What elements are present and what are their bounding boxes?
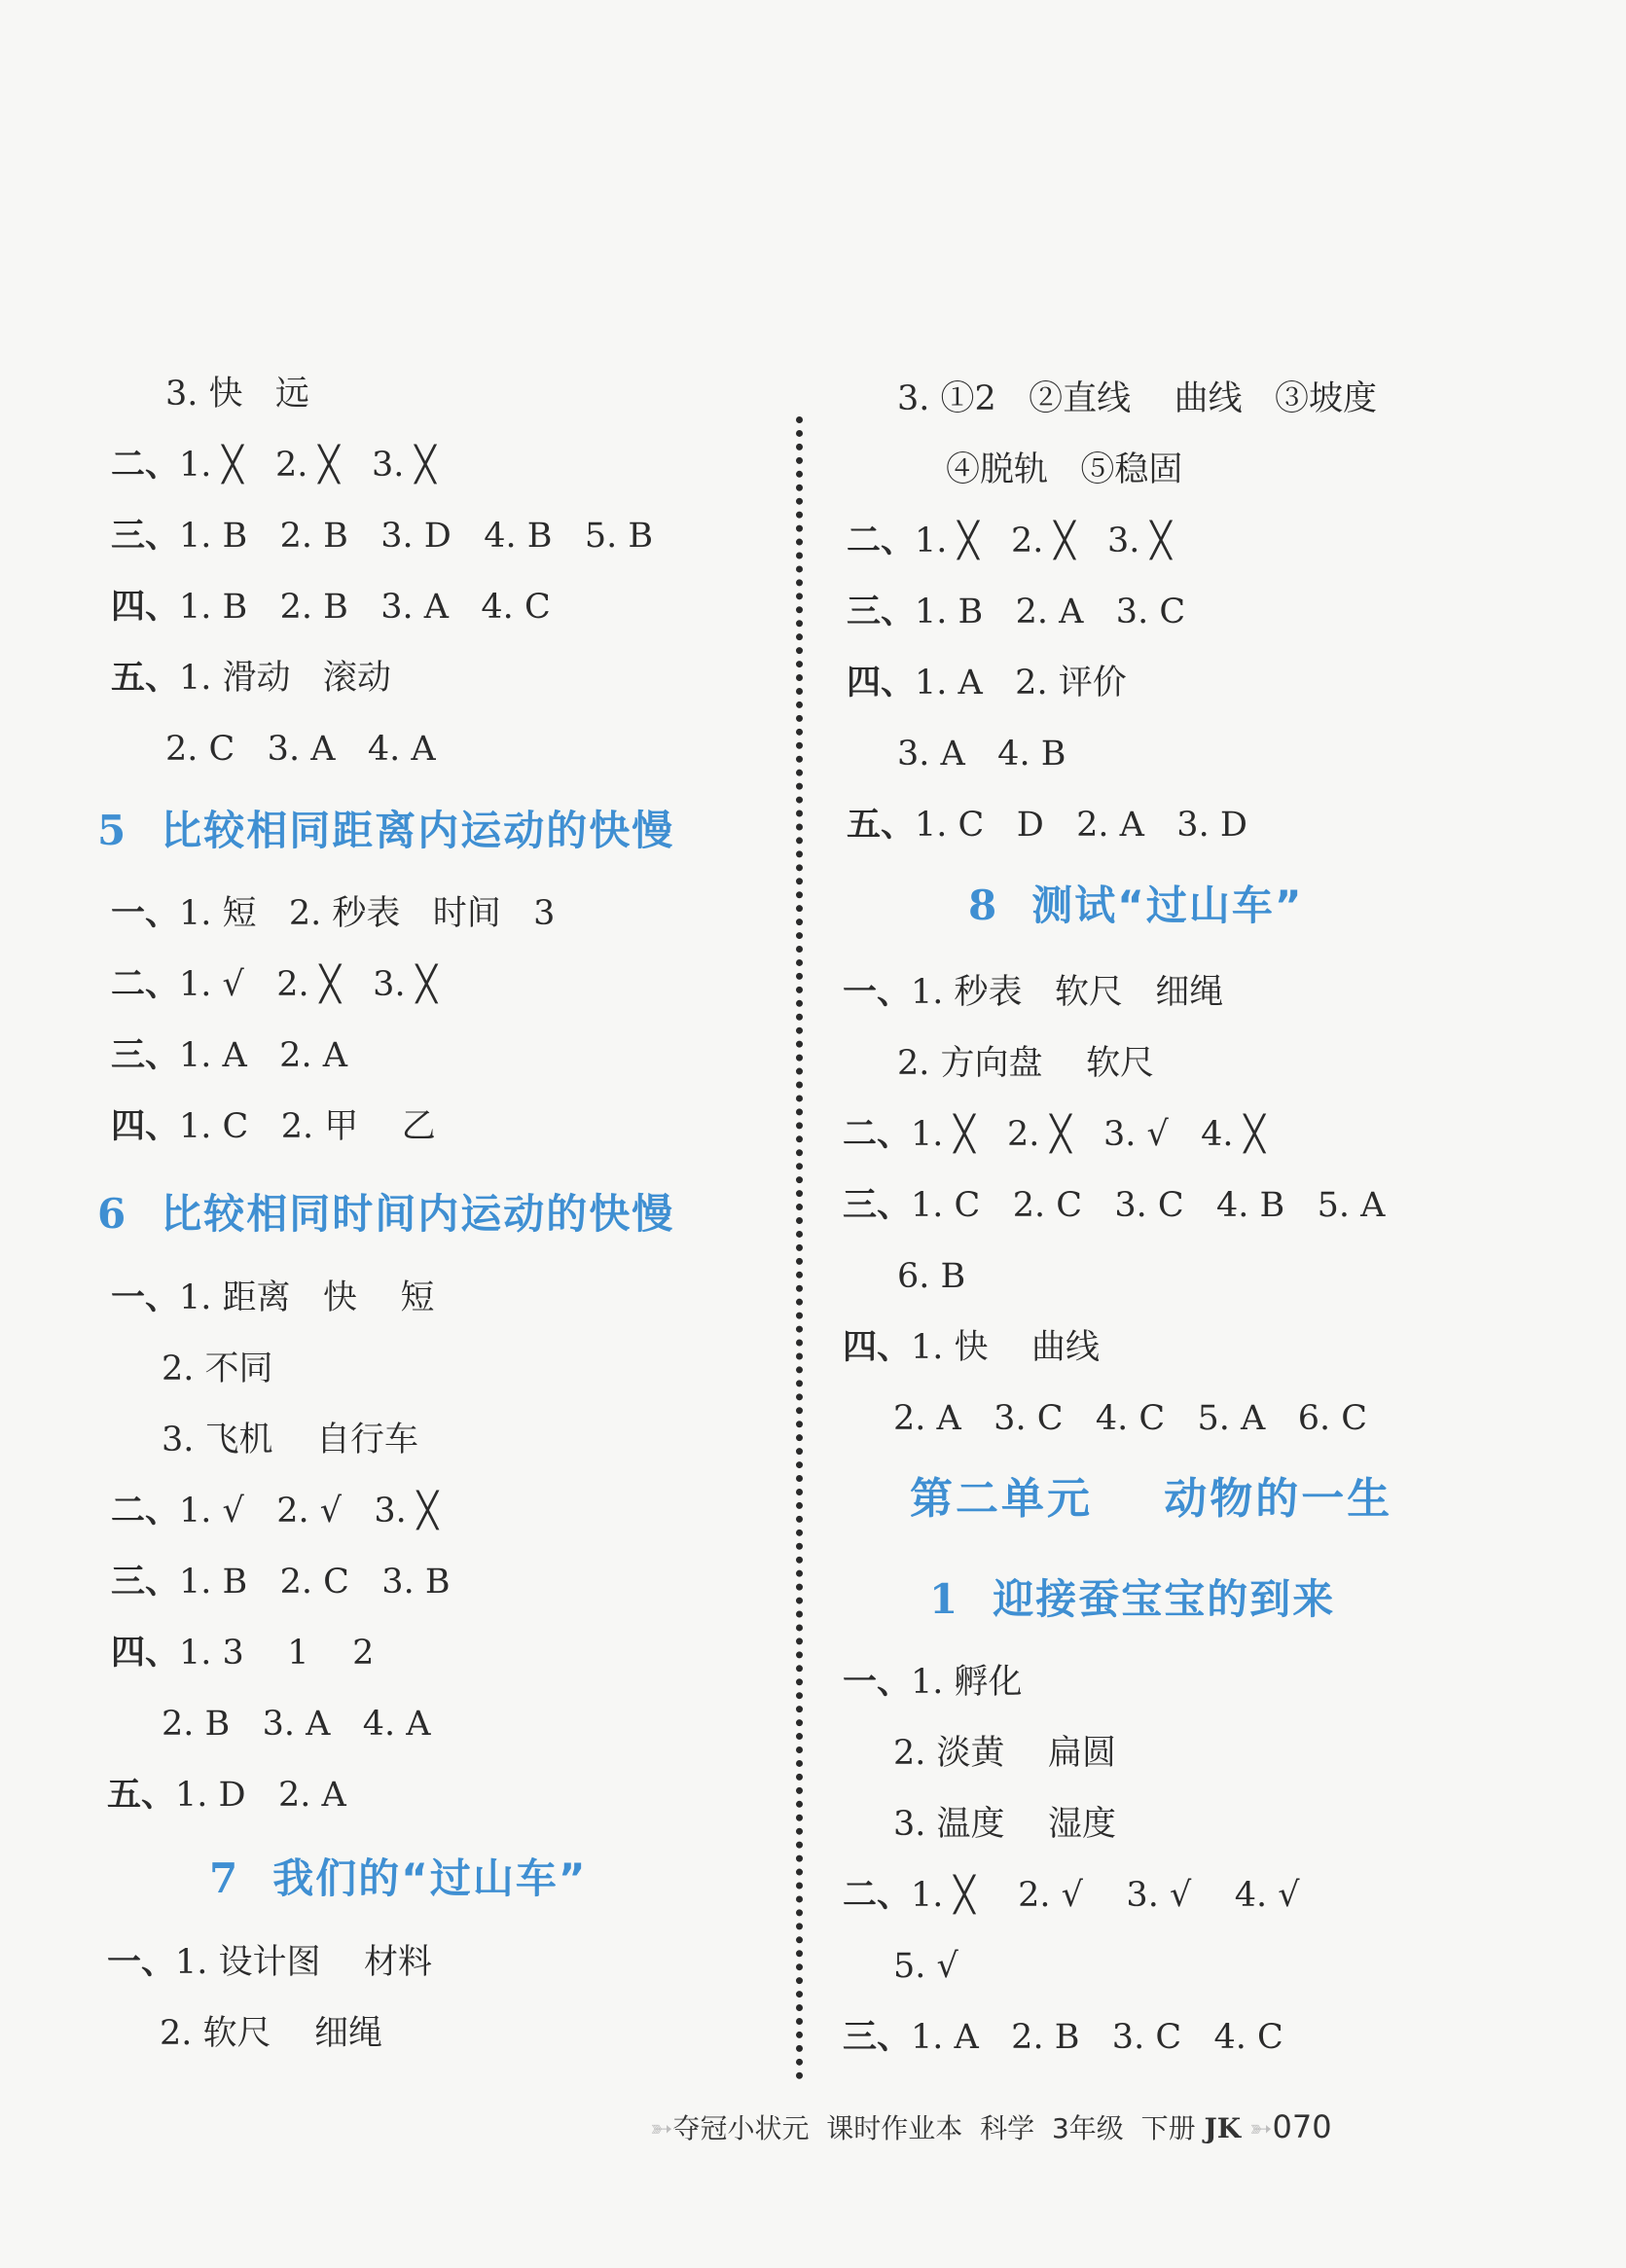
- section-label: 一、: [107, 1942, 176, 1982]
- answer-line: [843, 1326, 1100, 1369]
- page-number: 070: [1272, 2108, 1332, 2145]
- section-label: 五、: [107, 1775, 176, 1815]
- section-label: 四、: [111, 1633, 180, 1673]
- section-label: 一、: [843, 1662, 912, 1702]
- answer-text: 1. C 2. 甲 乙: [179, 1107, 436, 1146]
- answer-text: 1. 孵化: [911, 1663, 1023, 1702]
- unit-heading: 第二单元 动物的一生: [910, 1474, 1393, 1524]
- answer-line: [111, 892, 555, 935]
- lesson-number: 8: [968, 882, 999, 929]
- section-label: 三、: [847, 592, 916, 631]
- answer-line: [893, 1945, 958, 1988]
- page-footer: [650, 2107, 1448, 2148]
- lesson-number: 1: [929, 1575, 960, 1623]
- answer-text: 1. C 2. C 3. C 4. B 5. A: [911, 1186, 1386, 1225]
- answer-text: 1. ╳ 2. ╳ 3. √ 4. ╳: [911, 1115, 1265, 1154]
- answer-line: [897, 733, 1066, 775]
- answer-line: [111, 1561, 451, 1603]
- answer-line: [111, 586, 551, 629]
- answer-text: 5. √: [893, 1947, 958, 1986]
- section-label: 四、: [847, 663, 916, 702]
- answer-line: [162, 1703, 431, 1746]
- lesson-heading: [209, 1852, 587, 1906]
- answer-line: [111, 515, 653, 558]
- section-label: 二、: [843, 1114, 912, 1154]
- section-label: 三、: [111, 1562, 180, 1602]
- lesson-number: 7: [209, 1854, 240, 1902]
- footer-volume: 下册: [1140, 2112, 1196, 2144]
- answer-line: [111, 657, 391, 700]
- answer-text: 1. A 2. A: [179, 1036, 347, 1075]
- section-label: 二、: [111, 445, 180, 485]
- answer-line: [843, 1874, 1300, 1917]
- answer-line: [165, 728, 436, 771]
- answer-line: [843, 1113, 1265, 1156]
- section-label: 一、: [111, 893, 180, 933]
- lesson-title: 我们的“过山车”: [272, 1854, 588, 1902]
- section-label: 三、: [111, 516, 180, 556]
- answer-line: [893, 1397, 1367, 1440]
- lesson-number: 5: [97, 807, 128, 854]
- lesson-title: 比较相同距离内运动的快慢: [161, 807, 675, 854]
- footer-edition: JK: [1204, 2112, 1242, 2144]
- section-label: 四、: [111, 587, 180, 627]
- answer-line: [111, 1490, 438, 1532]
- answer-line: [897, 1042, 1154, 1085]
- footer-grade: 3年级: [1051, 2112, 1124, 2144]
- section-label: 五、: [111, 658, 180, 698]
- answer-text: 2. C 3. A 4. A: [165, 730, 436, 769]
- answer-text: 2. 不同: [162, 1350, 273, 1388]
- answer-text: 2. A 3. C 4. C 5. A 6. C: [893, 1399, 1367, 1438]
- lesson-heading: [929, 1572, 1335, 1627]
- answer-text: 1. B 2. B 3. A 4. C: [179, 588, 551, 627]
- lesson-title: 比较相同时间内运动的快慢: [161, 1190, 675, 1238]
- answer-text: 2. 淡黄 扁圆: [893, 1734, 1117, 1773]
- answer-line: [111, 1105, 436, 1148]
- answer-text: 1. A 2. B 3. C 4. C: [911, 2018, 1283, 2057]
- lesson-heading: [968, 879, 1303, 933]
- answer-text: 1. ╳ 2. √ 3. √ 4. √: [911, 1876, 1300, 1915]
- answer-text: 1. A 2. 评价: [915, 664, 1127, 702]
- section-label: 一、: [111, 1278, 180, 1317]
- section-label: 三、: [843, 2017, 912, 2057]
- answer-line: [843, 971, 1223, 1014]
- answer-text: 1. 设计图 材料: [175, 1943, 433, 1982]
- answer-line: [946, 449, 1182, 491]
- lesson-heading: [97, 1187, 674, 1242]
- section-label: 三、: [843, 1185, 912, 1225]
- footer-brand: 夺冠小状元: [672, 2112, 810, 2144]
- answer-text: 3. ①2 ②直线 曲线 ③坡度: [897, 379, 1378, 418]
- answer-text: 3. 温度 湿度: [893, 1805, 1117, 1844]
- answer-text: 1. 快 曲线: [911, 1328, 1101, 1367]
- section-label: 四、: [843, 1327, 912, 1367]
- answer-line: [897, 378, 1377, 420]
- dotted-column-divider: [796, 416, 803, 2080]
- answer-line: [843, 2016, 1283, 2059]
- answer-text: 2. B 3. A 4. A: [162, 1705, 431, 1744]
- answer-text: 2. 方向盘 软尺: [897, 1044, 1155, 1083]
- section-label: 二、: [111, 964, 180, 1004]
- answer-line: [897, 1255, 965, 1298]
- section-label: 四、: [111, 1106, 180, 1146]
- footer-book: 课时作业本: [826, 2112, 963, 2144]
- answer-line: [847, 520, 1172, 562]
- answer-line: [165, 373, 309, 415]
- answer-line: [107, 1941, 432, 1984]
- answer-text: 1. B 2. B 3. D 4. B 5. B: [179, 517, 654, 556]
- answer-text: 1. √ 2. √ 3. ╳: [179, 1492, 439, 1530]
- answer-text: 1. 秒表 软尺 细绳: [911, 973, 1224, 1012]
- answer-text: 1. B 2. C 3. B: [179, 1563, 451, 1602]
- answer-line: [111, 444, 436, 486]
- lesson-number: 6: [97, 1190, 128, 1238]
- answer-line: [843, 1184, 1385, 1227]
- answer-text: 3. 飞机 自行车: [162, 1421, 419, 1459]
- footer-arrow-right-icon: ➳: [1249, 2112, 1273, 2144]
- answer-line: [162, 1419, 418, 1461]
- answer-text: 3. A 4. B: [897, 735, 1066, 774]
- answer-text: 1. D 2. A: [175, 1776, 346, 1815]
- answer-line: [847, 662, 1127, 704]
- answer-text: 1. ╳ 2. ╳ 3. ╳: [179, 446, 436, 485]
- answer-text: 1. 短 2. 秒表 时间 3: [179, 894, 556, 933]
- answer-text: 2. 软尺 细绳: [160, 2014, 383, 2053]
- answer-text: 1. 距离 快 短: [179, 1278, 435, 1317]
- section-label: 三、: [111, 1035, 180, 1075]
- answer-text: 1. 滑动 滚动: [179, 659, 391, 698]
- answer-line: [160, 2012, 382, 2055]
- lesson-heading: [97, 804, 674, 858]
- answer-text: 1. ╳ 2. ╳ 3. ╳: [915, 522, 1172, 560]
- answer-text: 1. C D 2. A 3. D: [915, 806, 1247, 845]
- answer-line: [843, 1661, 1023, 1704]
- lesson-title: 迎接蚕宝宝的到来: [993, 1575, 1336, 1623]
- footer-arrow-left-icon: ➳: [650, 2112, 673, 2144]
- answer-line: [893, 1732, 1116, 1775]
- answer-line: [111, 963, 437, 1006]
- answer-line: [107, 1774, 346, 1817]
- answer-text: 1. √ 2. ╳ 3. ╳: [179, 965, 437, 1004]
- answer-text: 3. 快 远: [165, 375, 309, 414]
- section-label: 二、: [847, 521, 916, 560]
- answer-text: 6. B: [897, 1257, 966, 1296]
- section-label: 二、: [111, 1491, 180, 1530]
- answer-line: [847, 591, 1185, 633]
- lesson-title: 测试“过山车”: [1031, 882, 1304, 929]
- answer-line: [893, 1803, 1116, 1846]
- section-label: 一、: [843, 972, 912, 1012]
- answer-text: 1. B 2. A 3. C: [915, 593, 1186, 631]
- answer-line: [111, 1277, 434, 1319]
- section-label: 五、: [847, 805, 916, 845]
- answer-line: [111, 1632, 374, 1674]
- answer-line: [847, 804, 1247, 846]
- answer-text: 1. 3 1 2: [179, 1634, 375, 1673]
- section-label: 二、: [843, 1875, 912, 1915]
- answer-line: [111, 1034, 347, 1077]
- footer-subject: 科学: [980, 2112, 1035, 2144]
- answer-line: [162, 1348, 273, 1390]
- answer-text: ④脱轨 ⑤稳固: [946, 450, 1183, 489]
